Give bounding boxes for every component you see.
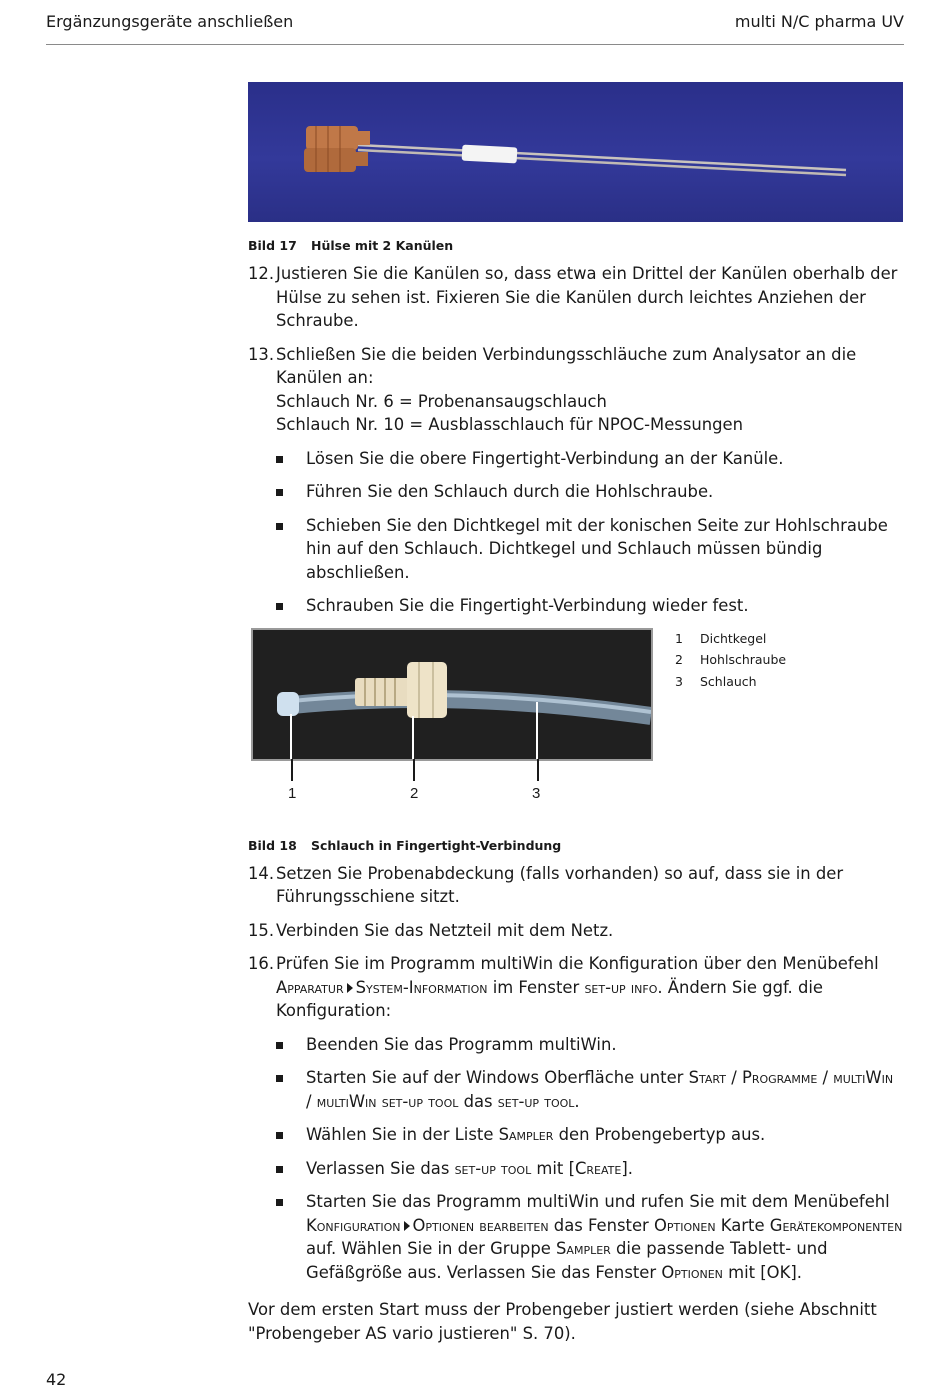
step-13 [248,343,903,437]
step-13-bullets [276,447,903,618]
callout-number-2: 2 [410,784,419,802]
bullet-square-icon [276,1132,283,1139]
callout-lines [251,759,653,781]
document-title: multi N/C pharma UV [734,12,904,31]
figure-17-caption [248,234,903,252]
chapter-title: Ergänzungsgeräte anschließen [46,12,294,31]
menu-command: Optionen bearbeiten [412,1215,549,1235]
step-14 [248,862,903,909]
list-name: Sampler [498,1125,554,1144]
step-text-hose-10: Schlauch Nr. 10 = Ausblasschlauch für NPOC-Messungen [276,415,744,434]
legend-item: 1 Dichtkegel [675,630,767,646]
tool-name: set-up tool [454,1158,532,1178]
fingertight-illustration [253,630,651,759]
step-text: Justieren Sie die Kanülen so, dass etwa ein Drittel der Kanülen oberhalb der Hülse zu sehen ist. Fixieren Sie die Kanülen durch leichtes Anziehen der Schraube. [276,264,898,330]
photo-hose-fingertight [251,628,653,761]
legend-item: 2 Hohlschraube [675,652,787,667]
step-number: 16. [248,954,275,973]
window-name: Optionen [654,1215,716,1235]
menu-arrow-icon [404,1221,410,1231]
bullet-square-icon [276,1075,283,1082]
tool-name: set-up tool [497,1091,575,1111]
step-text: Schließen Sie die beiden Verbindungsschläuche zum Analysator an die Kanülen an: [276,344,857,387]
step-list [248,862,903,1023]
figure-18-caption [248,834,903,852]
bullet-item: Führen Sie den Schlauch durch die Hohlschraube. [276,480,903,504]
step-text: Setzen Sie Probenabdeckung (falls vorhanden) so auf, dass sie in der Führungsschiene sitzt. [276,863,844,906]
figure-number: Bild 18 [248,837,297,853]
step-16 [248,952,903,1023]
callout-number-1: 1 [288,784,297,802]
bullet-square-icon [276,1199,283,1206]
figure-caption-text: Schlauch in Fingertight-Verbindung [311,837,562,853]
bullet-item: Verlassen Sie das set-up tool mit [Create]. [276,1157,903,1181]
figure-caption-text: Hülse mit 2 Kanülen [311,238,454,253]
menu-command: Apparatur [276,977,344,997]
bullet-item: Schrauben Sie die Fingertight-Verbindung wieder fest. [276,594,903,618]
bullet-square-icon [276,489,283,496]
bullet-square-icon [276,456,283,463]
step-list [248,262,903,437]
page-content [248,82,903,1345]
step-number: 15. [248,920,275,940]
card-name: Gerätekomponenten [769,1215,903,1235]
bullet-item: Beenden Sie das Programm multiWin. [276,1033,903,1057]
step-number: 13. [248,344,275,364]
window-name: Optionen [661,1262,723,1282]
bullet-square-icon [276,603,283,610]
step-text: Prüfen Sie im Programm multiWin die Konfiguration über den Menübefehl Apparatur System-Information im Fenster set-up info. Ändern Sie ggf. die Konfiguration: [276,954,879,1020]
menu-arrow-icon [347,983,353,993]
menu-command: Konfiguration [306,1215,401,1235]
step-12 [248,262,903,333]
menu-command: System-Information [355,977,488,997]
page-header [46,12,904,45]
step-15 [248,919,903,943]
bullet-item: Lösen Sie die obere Fingertight-Verbindung an der Kanüle. [276,447,903,471]
step-16-bullets [276,1033,903,1285]
figure-18 [248,628,903,828]
group-name: Sampler [556,1239,611,1258]
button-name: Create [574,1158,622,1178]
step-text-hose-6: Schlauch Nr. 6 = Probenansaugschlauch [276,391,607,411]
legend-item: 3 Schlauch [675,673,757,689]
bullet-item: Schieben Sie den Dichtkegel mit der konischen Seite zur Hohlschraube hin auf den Schlauch. Dichtkegel und Schlauch müssen bündig abschließen. [276,514,903,585]
bullet-square-icon [276,1166,283,1173]
closing-paragraph: Vor dem ersten Start muss der Probengeber justiert werden (siehe Abschnitt "Probengeber AS vario justieren" S. 70). [248,1300,877,1343]
bullet-item: Starten Sie das Programm multiWin und rufen Sie mit dem Menübefehl Konfiguration Optionen bearbeiten das Fenster Optionen Karte Gerätekomponenten auf. Wählen Sie in der Gruppe Sampler die passende Tablett- und Gefäßgröße aus. Verlassen Sie das Fenster Optionen mit [OK]. [276,1190,903,1284]
menu-path: Start / Programme / multiWin / multiWin set-up tool [306,1068,894,1111]
callout-number-3: 3 [532,784,541,802]
photo-sleeve-with-cannulas [248,82,903,222]
figure-18-legend [675,628,786,693]
cannula-illustration [248,82,903,222]
bullet-square-icon [276,523,283,530]
step-number: 12. [248,264,275,283]
bullet-item: Wählen Sie in der Liste Sampler den Probengebertyp aus. [276,1123,903,1147]
figure-number: Bild 17 [248,238,297,253]
step-number: 14. [248,863,275,883]
bullet-square-icon [276,1042,283,1049]
page-number: 42 [46,1370,67,1389]
window-name: set-up info [584,977,658,997]
step-text: Verbinden Sie das Netzteil mit dem Netz. [276,920,614,940]
bullet-item: Starten Sie auf der Windows Oberfläche unter Start / Programme / multiWin / multiWin set-up tool das set-up tool. [276,1066,903,1113]
